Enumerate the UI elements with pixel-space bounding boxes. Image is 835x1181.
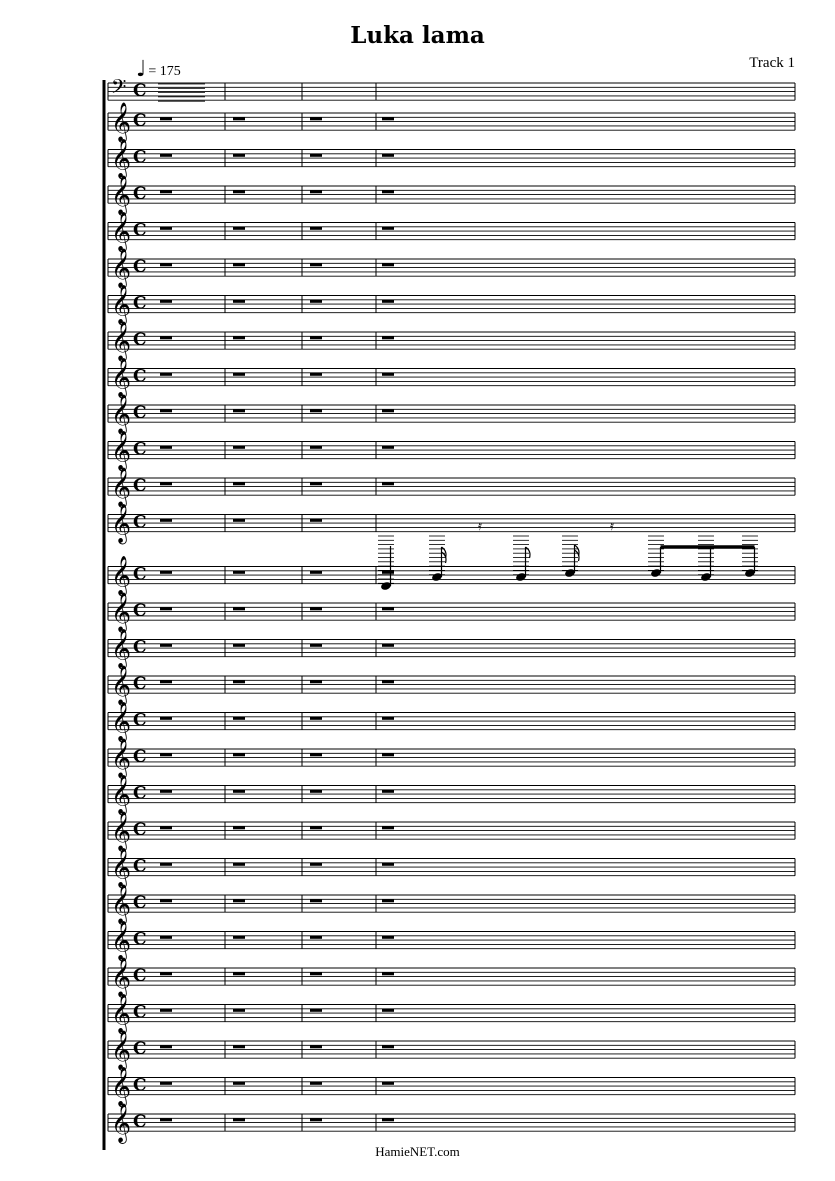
whole-rest [160, 790, 172, 793]
whole-rest [382, 1082, 394, 1085]
whole-rest [160, 373, 172, 376]
time-signature: C [133, 637, 147, 658]
whole-rest [233, 1045, 245, 1048]
time-signature: C [133, 710, 147, 731]
whole-rest [160, 446, 172, 449]
whole-rest [382, 607, 394, 610]
whole-rest [233, 300, 245, 303]
treble-clef-icon: 𝄞 [111, 321, 132, 361]
whole-rest [382, 863, 394, 866]
whole-rest [310, 1009, 322, 1012]
whole-rest [160, 1045, 172, 1048]
treble-clef-icon: 𝄞 [111, 467, 132, 507]
treble-clef-icon: 𝄞 [111, 957, 132, 997]
whole-rest [310, 680, 322, 683]
whole-rest [382, 117, 394, 120]
treble-clef-icon: 𝄞 [111, 592, 132, 632]
whole-rest [382, 899, 394, 902]
treble-clef-icon: 𝄞 [111, 628, 132, 669]
treble-clef-icon: 𝄞 [111, 211, 132, 252]
whole-rest [233, 680, 245, 683]
time-signature: C [133, 439, 147, 460]
whole-rest [160, 336, 172, 339]
whole-rest [310, 863, 322, 866]
whole-rest [233, 409, 245, 412]
whole-rest [310, 1118, 322, 1121]
whole-rest [160, 154, 172, 157]
whole-rest [310, 571, 322, 574]
treble-clef-icon: 𝄞 [111, 284, 132, 325]
time-signature: C [133, 564, 147, 585]
whole-rest [160, 1082, 172, 1085]
time-signature: C [133, 81, 147, 101]
whole-rest [382, 717, 394, 720]
whole-rest [382, 1045, 394, 1048]
whole-rest [382, 571, 394, 574]
whole-rest [160, 117, 172, 120]
whole-rest [382, 373, 394, 376]
whole-rest [160, 519, 172, 522]
whole-rest [310, 1045, 322, 1048]
whole-rest [233, 1082, 245, 1085]
time-signature: C [133, 184, 147, 204]
whole-rest [310, 336, 322, 339]
time-signature: C [133, 601, 147, 621]
whole-rest [310, 263, 322, 266]
whole-rest [310, 607, 322, 610]
whole-rest [233, 190, 245, 193]
whole-rest [382, 1009, 394, 1012]
whole-rest [310, 154, 322, 157]
treble-clef-icon: 𝄞 [111, 738, 132, 778]
time-signature: C [133, 147, 147, 168]
time-signature: C [133, 820, 147, 840]
whole-rest [160, 1118, 172, 1121]
whole-rest [310, 373, 322, 376]
time-signature: C [133, 293, 147, 314]
treble-clef-icon: 𝄞 [111, 811, 132, 851]
whole-rest [233, 446, 245, 449]
track-label: Track 1 [749, 55, 795, 71]
treble-clef-icon: 𝄞 [111, 847, 132, 888]
treble-clef-icon: 𝄞 [111, 1030, 132, 1070]
whole-rest [233, 1118, 245, 1121]
whole-rest [160, 409, 172, 412]
whole-rest [382, 446, 394, 449]
whole-rest [160, 936, 172, 939]
whole-rest [310, 899, 322, 902]
whole-rest [160, 972, 172, 975]
whole-rest [233, 899, 245, 902]
whole-rest [310, 227, 322, 230]
whole-rest [310, 972, 322, 975]
whole-rest [382, 154, 394, 157]
whole-rest [233, 571, 245, 574]
whole-rest [382, 680, 394, 683]
time-signature: C [133, 1075, 147, 1096]
time-signature: C [133, 330, 147, 350]
whole-rest [382, 409, 394, 412]
whole-rest [310, 717, 322, 720]
treble-clef-icon: 𝄞 [111, 175, 132, 215]
whole-rest [310, 300, 322, 303]
treble-clef-icon: 𝄞 [111, 394, 132, 434]
time-signature: C [133, 856, 147, 877]
whole-rest [160, 300, 172, 303]
whole-rest [233, 863, 245, 866]
whole-rest [233, 972, 245, 975]
time-signature: C [133, 111, 147, 131]
time-signature: C [133, 893, 147, 913]
whole-rest [160, 826, 172, 829]
whole-rest [233, 790, 245, 793]
bass-clef-icon: 𝄢 [111, 75, 127, 103]
time-signature: C [133, 1002, 147, 1023]
whole-rest [382, 263, 394, 266]
whole-rest [310, 190, 322, 193]
whole-rest [233, 644, 245, 647]
time-signature: C [133, 1039, 147, 1059]
whole-rest [382, 753, 394, 756]
whole-rest [382, 1118, 394, 1121]
whole-rest [310, 519, 322, 522]
treble-clef-icon: 𝄞 [111, 503, 132, 544]
whole-rest [160, 644, 172, 647]
whole-rest [233, 826, 245, 829]
whole-rest [382, 336, 394, 339]
whole-rest [160, 753, 172, 756]
whole-rest [233, 154, 245, 157]
whole-rest [382, 227, 394, 230]
tempo-value: = 175 [148, 64, 181, 79]
sixteenth-rest-icon: 𝄿 [478, 519, 482, 534]
whole-rest [160, 263, 172, 266]
time-signature: C [133, 966, 147, 986]
treble-clef-icon: 𝄞 [111, 430, 132, 471]
whole-rest [382, 936, 394, 939]
time-signature: C [133, 674, 147, 694]
whole-rest [160, 571, 172, 574]
whole-rest [233, 1009, 245, 1012]
treble-clef-icon: 𝄞 [111, 1103, 132, 1143]
whole-rest [310, 446, 322, 449]
note-flag [575, 550, 580, 561]
whole-rest [160, 863, 172, 866]
sixteenth-rest-icon: 𝄿 [610, 519, 614, 534]
whole-rest [310, 826, 322, 829]
whole-rest [160, 680, 172, 683]
whole-rest [233, 607, 245, 610]
treble-clef-icon: 𝄞 [111, 993, 132, 1034]
treble-clef-icon: 𝄞 [111, 102, 132, 142]
treble-clef-icon: 𝄞 [111, 1066, 132, 1107]
whole-rest [310, 482, 322, 485]
time-signature: C [133, 747, 147, 767]
whole-rest [310, 644, 322, 647]
whole-rest [233, 263, 245, 266]
time-signature: C [133, 476, 147, 496]
whole-rest [160, 1009, 172, 1012]
time-signature: C [133, 929, 147, 950]
whole-rest [233, 519, 245, 522]
treble-clef-icon: 𝄞 [111, 920, 132, 961]
treble-clef-icon: 𝄞 [111, 884, 132, 924]
time-signature: C [133, 257, 147, 277]
time-signature: C [133, 783, 147, 804]
treble-clef-icon: 𝄞 [111, 138, 132, 179]
whole-rest [160, 717, 172, 720]
time-signature: C [133, 366, 147, 387]
quarter-note-icon: ♩ [136, 57, 147, 82]
whole-rest [233, 336, 245, 339]
treble-clef-icon: 𝄞 [111, 701, 132, 742]
time-signature: C [133, 403, 147, 423]
whole-rest [160, 482, 172, 485]
whole-rest [233, 936, 245, 939]
whole-rest [310, 753, 322, 756]
whole-rest [310, 790, 322, 793]
whole-rest [310, 117, 322, 120]
whole-rest [233, 717, 245, 720]
whole-rest [233, 753, 245, 756]
time-signature: C [133, 1112, 147, 1132]
whole-rest [382, 482, 394, 485]
whole-rest [160, 227, 172, 230]
treble-clef-icon: 𝄞 [111, 357, 132, 398]
whole-rest [382, 300, 394, 303]
whole-rest [382, 972, 394, 975]
whole-rest [160, 607, 172, 610]
whole-rest [233, 227, 245, 230]
whole-rest [382, 826, 394, 829]
whole-rest [382, 644, 394, 647]
whole-rest [233, 373, 245, 376]
whole-rest [382, 790, 394, 793]
whole-rest [310, 1082, 322, 1085]
footer-credit: HamieNET.com [375, 1144, 460, 1159]
treble-clef-icon: 𝄞 [111, 774, 132, 815]
time-signature: C [133, 220, 147, 241]
whole-rest [160, 190, 172, 193]
whole-rest [233, 482, 245, 485]
whole-rest [233, 117, 245, 120]
whole-rest [310, 409, 322, 412]
treble-clef-icon: 𝄞 [111, 555, 132, 596]
whole-rest [160, 899, 172, 902]
treble-clef-icon: 𝄞 [111, 665, 132, 705]
whole-rest [382, 190, 394, 193]
time-signature: C [133, 512, 147, 533]
whole-rest [310, 936, 322, 939]
page-title: Luka lama [350, 22, 485, 49]
treble-clef-icon: 𝄞 [111, 248, 132, 288]
